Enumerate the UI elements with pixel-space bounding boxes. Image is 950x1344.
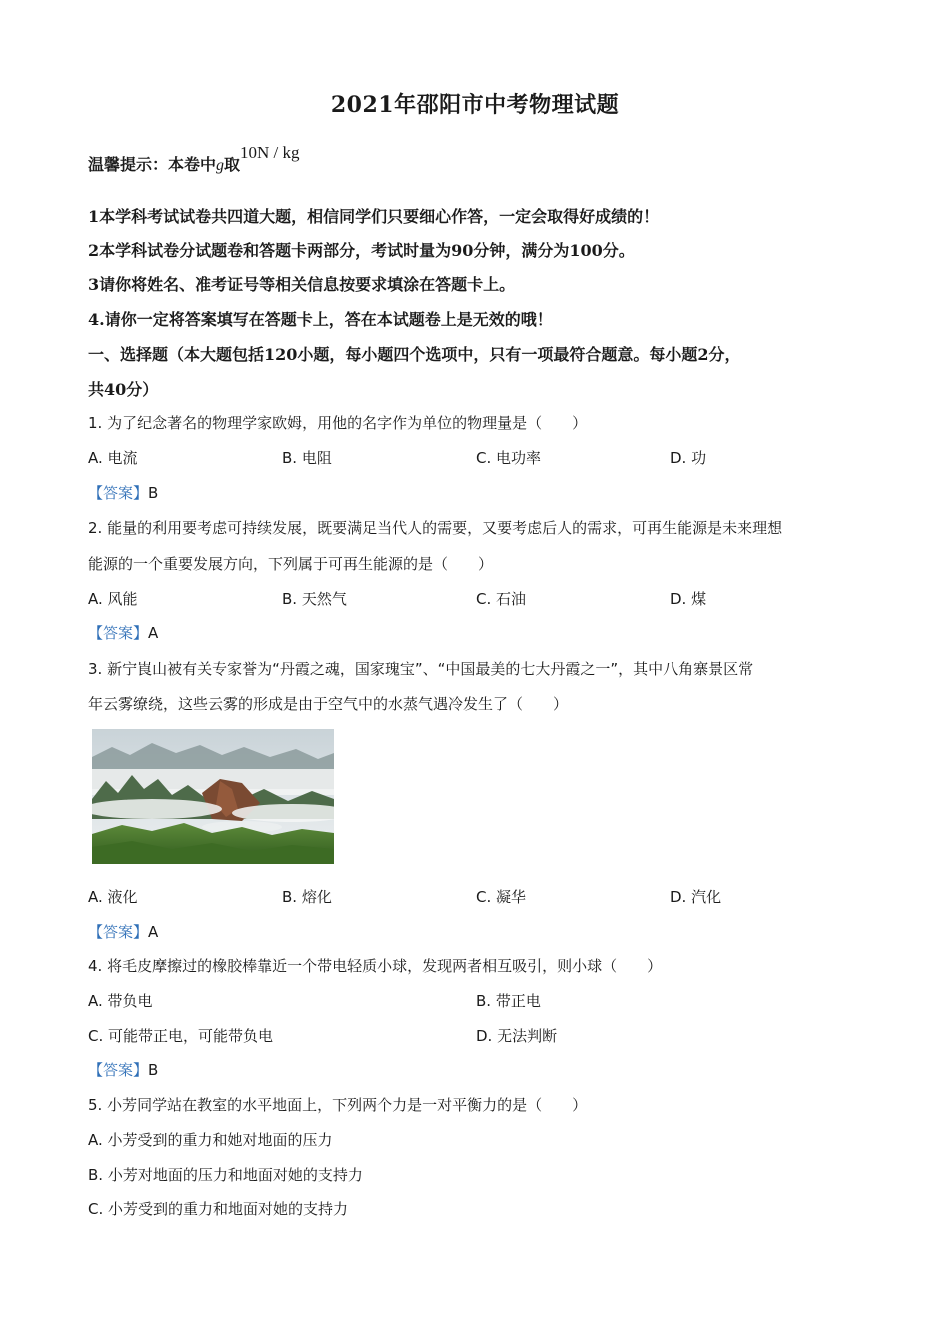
answer-value: A [148, 624, 159, 642]
question-3-option-c: C. 凝华 [476, 888, 527, 906]
question-1-option-d: D. 功 [670, 449, 707, 467]
answer-tag: 【答案】 [88, 484, 149, 502]
question-5-option-a: A. 小芳受到的重力和她对地面的压力 [88, 1131, 333, 1149]
hint-label: 温馨提示：本卷中 [88, 155, 217, 174]
danxia-mountain-photo [92, 729, 334, 864]
question-2-option-a: A. 风能 [88, 590, 138, 608]
hint-take: 取 [224, 155, 241, 174]
question-2-option-c: C. 石油 [476, 590, 527, 608]
question-5-stem: 5. 小芳同学站在教室的水平地面上，下列两个力是一对平衡力的是（ ） [88, 1096, 588, 1114]
section-heading-line-1: 一、选择题（本大题包括120小题，每小题四个选项中，只有一项最符合题意。每小题2分， [88, 345, 741, 364]
question-2-option-d: D. 煤 [670, 590, 707, 608]
gravity-hint [88, 143, 300, 175]
section-heading-line-2: 共40分） [88, 380, 159, 399]
question-2-option-b: B. 天然气 [282, 590, 347, 608]
note-4: 4.请你一定将答案填写在答题卡上，答在本试题卷上是无效的哦！ [88, 310, 553, 329]
question-3-stem-line-2: 年云雾缭绕，这些云雾的形成是由于空气中的水蒸气遇冷发生了（ ） [88, 695, 569, 713]
question-2-answer [88, 622, 158, 643]
answer-tag: 【答案】 [88, 1061, 149, 1079]
question-2-stem-line-2: 能源的一个重要发展方向，下列属于可再生能源的是（ ） [88, 555, 494, 573]
question-3-option-d: D. 汽化 [670, 888, 722, 906]
question-4-stem: 4. 将毛皮摩擦过的橡胶棒靠近一个带电轻质小球，发现两者相互吸引，则小球（ ） [88, 957, 663, 975]
question-4-answer [88, 1059, 158, 1080]
question-4-option-c: C. 可能带正电，可能带负电 [88, 1027, 274, 1045]
question-4-option-a: A. 带负电 [88, 992, 153, 1010]
hint-g-symbol: g [216, 157, 225, 174]
answer-tag: 【答案】 [88, 624, 149, 642]
question-5-option-c: C. 小芳受到的重力和地面对她的支持力 [88, 1200, 349, 1218]
answer-value: B [148, 1061, 159, 1079]
question-1-option-b: B. 电阻 [282, 449, 332, 467]
question-1-option-c: C. 电功率 [476, 449, 542, 467]
note-1: 1本学科考试试卷共四道大题，相信同学们只要细心作答，一定会取得好成绩的！ [88, 207, 660, 226]
answer-value: A [148, 923, 159, 941]
question-3-option-a: A. 液化 [88, 888, 138, 906]
page-title: 2021年邵阳市中考物理试题 [330, 92, 620, 118]
hint-g-value: 10N / kg [240, 143, 300, 162]
answer-value: B [148, 484, 159, 502]
question-3-option-b: B. 熔化 [282, 888, 332, 906]
answer-tag: 【答案】 [88, 923, 149, 941]
note-3: 3请你将姓名、准考证号等相关信息按要求填涂在答题卡上。 [88, 275, 516, 294]
question-4-option-b: B. 带正电 [476, 992, 541, 1010]
note-2: 2本学科试卷分试题卷和答题卡两部分，考试时量为90分钟，满分为100分。 [88, 241, 635, 260]
question-3-answer [88, 921, 158, 942]
question-1-answer [88, 482, 158, 503]
question-4-option-d: D. 无法判断 [476, 1027, 558, 1045]
question-2-stem-line-1: 2. 能量的利用要考虑可持续发展，既要满足当代人的需要，又要考虑后人的需求，可再生能源是未来理想 [88, 519, 783, 537]
question-5-option-b: B. 小芳对地面的压力和地面对她的支持力 [88, 1166, 363, 1184]
question-1-option-a: A. 电流 [88, 449, 138, 467]
question-1-stem: 1. 为了纪念著名的物理学家欧姆，用他的名字作为单位的物理量是（ ） [88, 414, 588, 432]
question-3-stem-line-1: 3. 新宁崀山被有关专家誉为“丹霞之魂，国家瑰宝”、“中国最美的七大丹霞之一”，其中八角寨景区常 [88, 660, 754, 678]
